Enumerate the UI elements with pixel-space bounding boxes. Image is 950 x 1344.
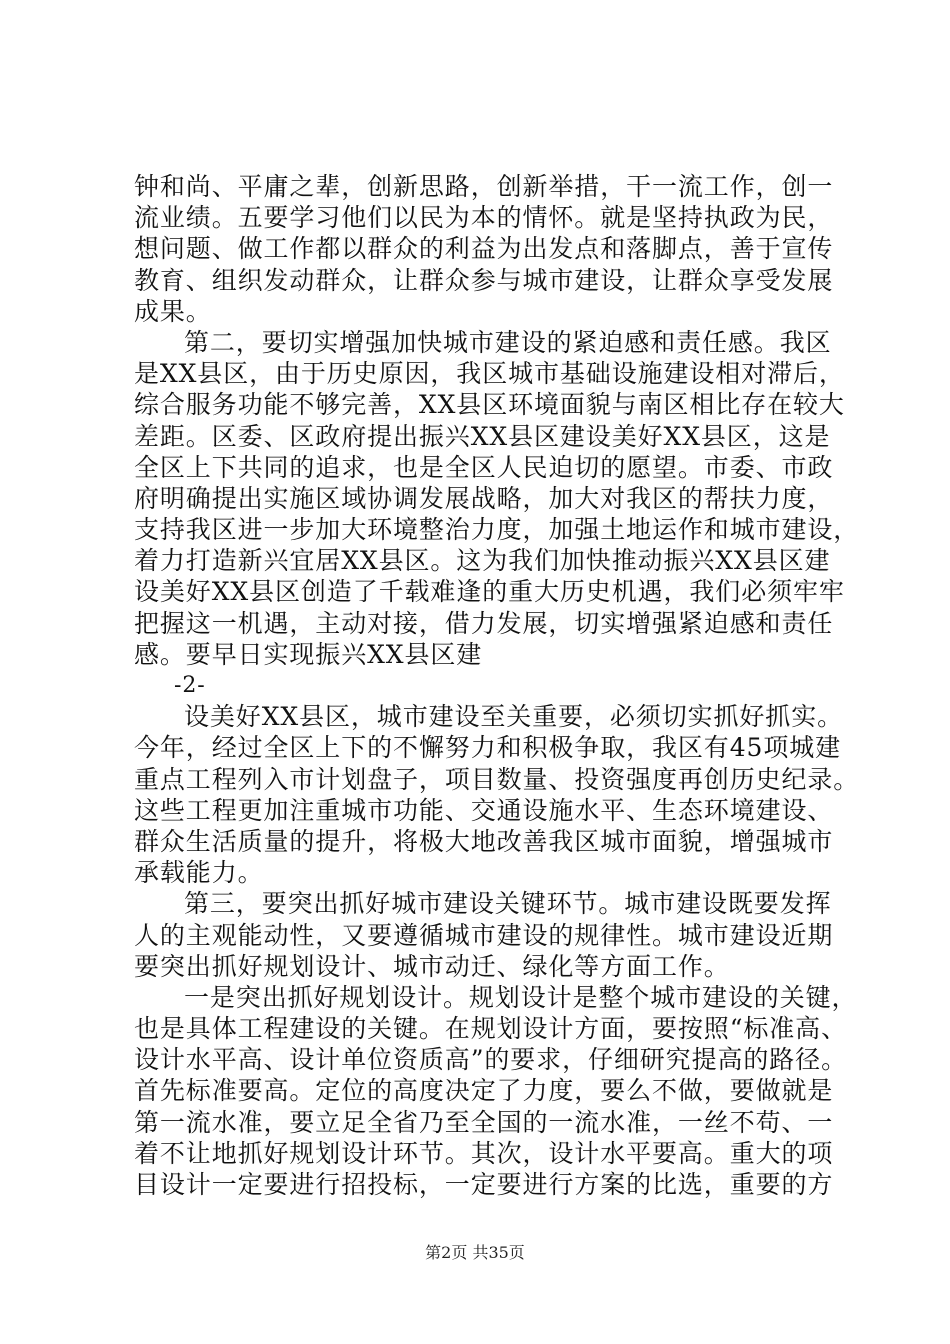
text-line: 全区上下共同的追求，也是全区人民迫切的愿望。市委、市政 — [134, 452, 834, 482]
text-line: 第一流水准，要立足全省乃至全国的一流水准，一丝不苟、一 — [134, 1107, 834, 1137]
text-line: 综合服务功能不够完善，XX县区环境面貌与南区相比存在较大 — [134, 390, 845, 420]
text-line: 承载能力。 — [134, 858, 264, 888]
text-line: 差距。区委、区政府提出振兴XX县区建设美好XX县区，这是 — [134, 421, 831, 451]
text-line: 设美好XX县区创造了千载难逢的重大历史机遇，我们必须牢牢 — [134, 577, 845, 607]
text-line: 人的主观能动性，又要遵循城市建设的规律性。城市建设近期 — [134, 920, 834, 950]
text-line: 首先标准要高。定位的高度决定了力度，要么不做，要做就是 — [134, 1076, 834, 1106]
text-line: 今年，经过全区上下的不懈努力和积极争取，我区有45项城建 — [134, 733, 842, 763]
page-footer — [0, 1243, 950, 1263]
text-line: 设美好XX县区，城市建设至关重要，必须切实抓好抓实。 — [184, 702, 843, 732]
text-line: 想问题、做工作都以群众的利益为出发点和落脚点，善于宣传 — [134, 234, 834, 264]
document-body — [134, 171, 860, 1200]
text-line: 第二，要切实增强加快城市建设的紧迫感和责任感。我区 — [184, 327, 832, 357]
text-line: 把握这一机遇，主动对接，借力发展，切实增强紧迫感和责任 — [134, 608, 834, 638]
text-line: 府明确提出实施区域协调发展战略，加大对我区的帮扶力度， — [134, 483, 834, 513]
page-number-label: 第2页 共35页 — [425, 1243, 525, 1262]
text-line: 目设计一定要进行招投标，一定要进行方案的比选，重要的方 — [134, 1170, 834, 1199]
text-line: 设计水平高、设计单位资质高”的要求，仔细研究提高的路径。 — [134, 1045, 847, 1075]
text-line: 支持我区进一步加大环境整治力度，加强土地运作和城市建设， — [134, 515, 860, 545]
page-marker: -2- — [174, 673, 206, 698]
text-line: 要突出抓好规划设计、城市动迁、绿化等方面工作。 — [134, 951, 730, 981]
text-line: 一是突出抓好规划设计。规划设计是整个城市建设的关键， — [184, 982, 858, 1012]
text-line: 感。要早日实现振兴XX县区建 — [134, 639, 483, 669]
text-line: 也是具体工程建设的关键。在规划设计方面，要按照“标准高、 — [134, 1014, 847, 1044]
text-line: 第三，要突出抓好城市建设关键环节。城市建设既要发挥 — [184, 889, 832, 919]
text-line: 是XX县区，由于历史原因，我区城市基础设施建设相对滞后， — [134, 359, 845, 389]
text-line: 着力打造新兴宜居XX县区。这为我们加快推动振兴XX县区建 — [134, 546, 831, 576]
text-line: 流业绩。五要学习他们以民为本的情怀。就是坚持执政为民， — [134, 203, 834, 233]
text-line: 这些工程更加注重城市功能、交通设施水平、生态环境建设、 — [134, 795, 834, 825]
text-line: 教育、组织发动群众，让群众参与城市建设，让群众享受发展 — [134, 265, 834, 295]
text-line: 着不让地抓好规划设计环节。其次，设计水平要高。重大的项 — [134, 1138, 834, 1168]
text-line: 钟和尚、平庸之辈，创新思路，创新举措，干一流工作，创一 — [134, 172, 834, 201]
text-line: 群众生活质量的提升，将极大地改善我区城市面貌，增强城市 — [134, 826, 834, 856]
text-line: 成果。 — [134, 296, 212, 326]
text-line: 重点工程列入市计划盘子，项目数量、投资强度再创历史纪录。 — [134, 764, 860, 794]
